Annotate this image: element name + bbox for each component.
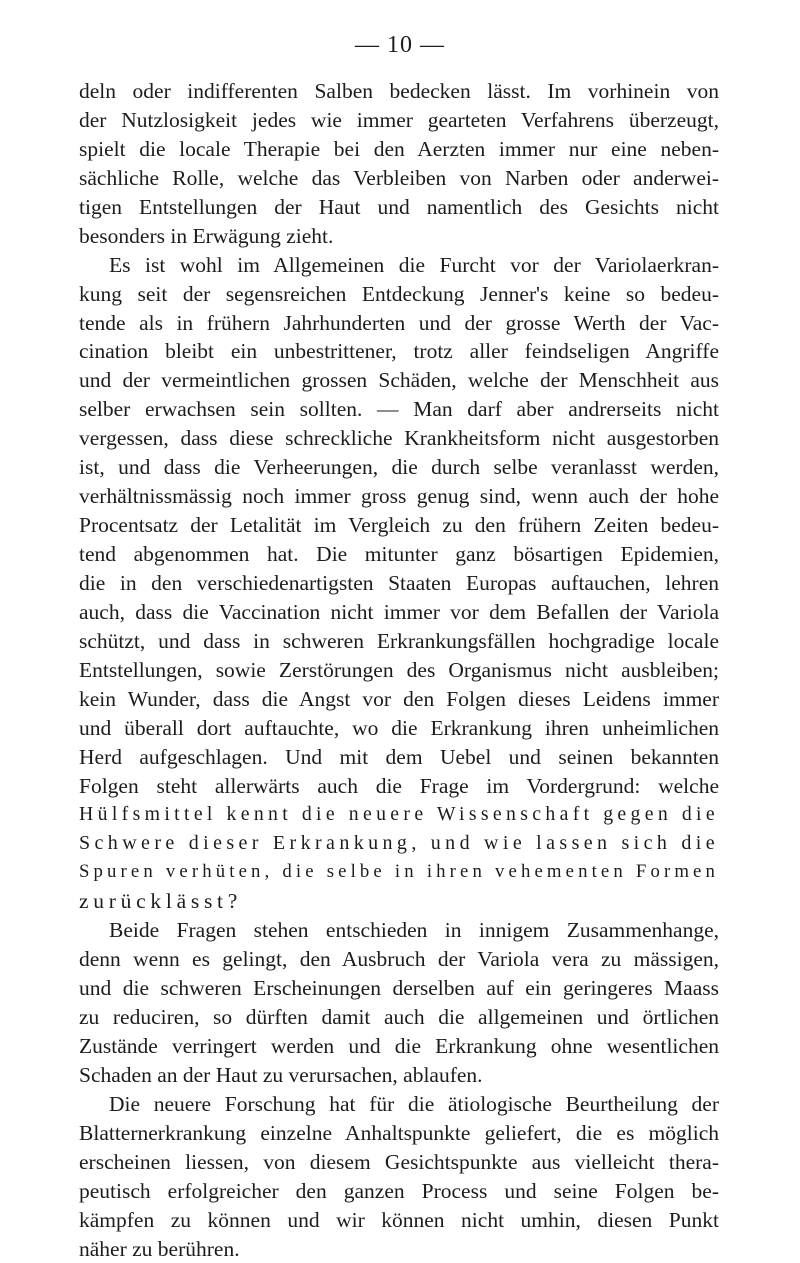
- text-line: kein Wunder, dass die Angst vor den Folgen dieses Leidens immer: [79, 685, 719, 714]
- text-line: und überall dort auftauchte, wo die Erkrankung ihren unheimlichen: [79, 714, 719, 743]
- text-line: kung seit der segensreichen Entdeckung Jenner's keine so bedeu-: [79, 280, 719, 309]
- text-line: Procentsatz der Letalität im Vergleich zu den frühern Zeiten bedeu-: [79, 511, 719, 540]
- text-line: cination bleibt ein unbestrittener, trotz aller feindseligen Angriffe: [79, 337, 719, 366]
- text-line: sächliche Rolle, welche das Verbleiben von Narben oder anderwei-: [79, 164, 719, 193]
- text-line: ist, und dass die Verheerungen, die durch selbe veranlasst werden,: [79, 453, 719, 482]
- text-line: Zustände verringert werden und die Erkrankung ohne wesentlichen: [79, 1032, 719, 1061]
- text-line: peutisch erfolgreicher den ganzen Process und seine Folgen be-: [79, 1177, 719, 1206]
- text-line-emphasized: Hülfsmittel kennt die neuere Wissenschaft gegen die: [79, 800, 719, 829]
- text-line-emphasized: Schwere dieser Erkrankung, und wie lassen sich die: [79, 829, 719, 858]
- text-line: tend abgenommen hat. Die mitunter ganz bösartigen Epidemien,: [79, 540, 719, 569]
- text-line: Blatternerkrankung einzelne Anhaltspunkte geliefert, die es möglich: [79, 1119, 719, 1148]
- text-line: besonders in Erwägung zieht.: [79, 222, 719, 251]
- text-line: tigen Entstellungen der Haut und namentlich des Gesichts nicht: [79, 193, 719, 222]
- text-line: Es ist wohl im Allgemeinen die Furcht vor der Variolaerkran-: [79, 251, 719, 280]
- text-line: der Nutzlosigkeit jedes wie immer gearteten Verfahrens überzeugt,: [79, 106, 719, 135]
- text-line: und die schweren Erscheinungen derselben auf ein geringeres Maass: [79, 974, 719, 1003]
- text-line: auch, dass die Vaccination nicht immer vor dem Befallen der Variola: [79, 598, 719, 627]
- text-line: Folgen steht allerwärts auch die Frage im Vordergrund: welche: [79, 772, 719, 801]
- text-line: zu reduciren, so dürften damit auch die allgemeinen und örtlichen: [79, 1003, 719, 1032]
- text-line: Beide Fragen stehen entschieden in innigem Zusammenhange,: [79, 916, 719, 945]
- text-line: die in den verschiedenartigsten Staaten Europas auftauchen, lehren: [79, 569, 719, 598]
- text-line: schützt, und dass in schweren Erkrankungsfällen hochgradige locale: [79, 627, 719, 656]
- text-line: denn wenn es gelingt, den Ausbruch der Variola vera zu mässigen,: [79, 945, 719, 974]
- text-line-emphasized: Spuren verhüten, die selbe in ihren vehementen Formen: [79, 858, 719, 887]
- text-line: und der vermeintlichen grossen Schäden, welche der Menschheit aus: [79, 366, 719, 395]
- text-line-emphasized: zurücklässt?: [79, 887, 719, 916]
- text-line: kämpfen zu können und wir können nicht umhin, diesen Punkt: [79, 1206, 719, 1235]
- text-line: tende als in frühern Jahrhunderten und der grosse Werth der Vac-: [79, 309, 719, 338]
- text-line: Entstellungen, sowie Zerstörungen des Organismus nicht ausbleiben;: [79, 656, 719, 685]
- text-line: näher zu berühren.: [79, 1235, 719, 1263]
- text-line: vergessen, dass diese schreckliche Krankheitsform nicht ausgestorben: [79, 424, 719, 453]
- text-line: selber erwachsen sein sollten. — Man darf aber andrerseits nicht: [79, 395, 719, 424]
- body-text: [79, 77, 719, 1263]
- text-line: verhältnissmässig noch immer gross genug sind, wenn auch der hohe: [79, 482, 719, 511]
- text-line: deln oder indifferenten Salben bedecken lässt. Im vorhinein von: [79, 77, 719, 106]
- text-line: spielt die locale Therapie bei den Aerzten immer nur eine neben-: [79, 135, 719, 164]
- text-line: Die neuere Forschung hat für die ätiologische Beurtheilung der: [79, 1090, 719, 1119]
- text-line: Herd aufgeschlagen. Und mit dem Uebel und seinen bekannten: [79, 743, 719, 772]
- page-number: — 10 —: [0, 30, 800, 60]
- text-line: Schaden an der Haut zu verursachen, ablaufen.: [79, 1061, 719, 1090]
- text-line: erscheinen liessen, von diesem Gesichtspunkte aus vielleicht thera-: [79, 1148, 719, 1177]
